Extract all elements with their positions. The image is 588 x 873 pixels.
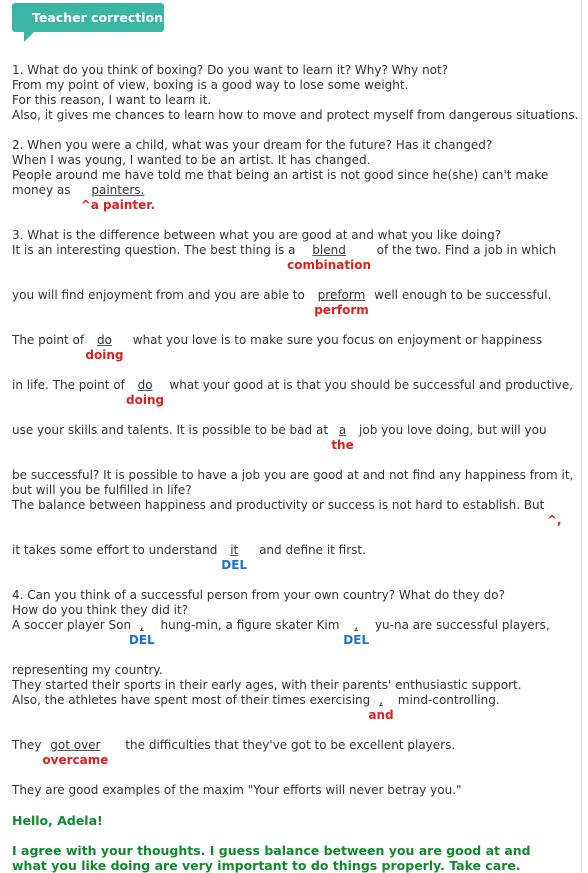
- question-2: 2. When you were a child, what was your dream for the future? Has it changed?: [12, 138, 493, 152]
- question-3: 3. What is the difference between what you are good at and what you like doing?: [12, 228, 502, 242]
- corrected-line: money as painters. ^a painter.: [12, 183, 156, 212]
- corrected-line: It is an interesting question. The best thing is a blend combination of the two. Find a job in which: [12, 243, 557, 272]
- correction: , DEL: [128, 618, 155, 647]
- correction-text: perform: [314, 303, 369, 317]
- correction: painters. ^a painter.: [80, 183, 156, 212]
- answer-line: For this reason, I want to learn it.: [12, 93, 212, 107]
- answer-line: People around me have told me that being an artist is not good since he(she) can't make: [12, 168, 549, 182]
- answer-line: They are good examples of the maxim "Your efforts will never betray you.": [12, 783, 462, 797]
- answer-line: representing my country.: [12, 663, 163, 677]
- corrected-line: The point of do doing what you love is to make sure you focus on enjoyment or happiness: [12, 333, 543, 362]
- correction: got over overcame: [42, 738, 109, 767]
- correction-text: and: [368, 708, 394, 722]
- answer-line: be successful? It is possible to have a job you are good at and not find any happiness from it, but will you be fulfilled in life?: [12, 468, 574, 497]
- correction-text: overcame: [42, 753, 109, 767]
- correction: , DEL: [343, 618, 370, 647]
- correction: preform perform: [314, 288, 369, 317]
- deletion-mark: DEL: [221, 558, 248, 572]
- correction-text: doing: [126, 393, 165, 407]
- deletion-mark: DEL: [128, 633, 155, 647]
- correction-body: [12, 63, 584, 873]
- correction: do doing: [85, 333, 124, 362]
- teacher-greeting: Hello, Adela!: [12, 813, 103, 828]
- corrected-line: use your skills and talents. It is possible to be bad at a the job you love doing, but will you: [12, 423, 547, 452]
- corrected-line: it takes some effort to understand it DEL and define it first.: [12, 543, 366, 572]
- answer-line: They started their sports in their early ages, with their parents' enthusiastic support.: [12, 678, 522, 692]
- teacher-comment: I agree with your thoughts. I guess balance between you are good at and what you like doing are very important to do things properly. Take care.: [12, 843, 531, 873]
- question-4: 4. Can you think of a successful person from your own country? What do they do?: [12, 588, 505, 602]
- correction: blend combination: [287, 243, 371, 272]
- corrected-line: The balance between happiness and productivity or success is not hard to establish. But ^,: [12, 498, 562, 527]
- correction: , and: [368, 693, 394, 722]
- correction-text: combination: [287, 258, 371, 272]
- correction-text: the: [331, 438, 354, 452]
- deletion-mark: DEL: [343, 633, 370, 647]
- corrected-line: in life. The point of do doing what your good at is that you should be successful and productive,: [12, 378, 574, 407]
- corrected-line: A soccer player Son , DEL hung-min, a figure skater Kim , DEL yu-na are successful players,: [12, 618, 550, 647]
- correction-text: ^a painter.: [80, 198, 156, 212]
- correction: do doing: [126, 378, 165, 407]
- teacher-correction-tag: Teacher correction: [12, 3, 164, 32]
- correction-text: doing: [85, 348, 124, 362]
- corrected-line: They got over overcame the difficulties that they've got to be excellent players.: [12, 738, 456, 767]
- answer-line: When I was young, I wanted to be an artist. It has changed.: [12, 153, 371, 167]
- correction: it DEL: [221, 543, 248, 572]
- correction: a the: [331, 423, 354, 452]
- answer-line: Also, it gives me chances to learn how to move and protect myself from dangerous situations.: [12, 108, 579, 122]
- answer-line: From my point of view, boxing is a good way to lose some weight.: [12, 78, 409, 92]
- answer-line: How do you think they did it?: [12, 603, 189, 617]
- corrected-line: you will find enjoyment from and you are able to preform perform well enough to be successful.: [12, 288, 552, 317]
- question-1: 1. What do you think of boxing? Do you want to learn it? Why? Why not?: [12, 63, 449, 77]
- corrected-line: Also, the athletes have spent most of their times exercising , and mind-controlling.: [12, 693, 500, 722]
- tag-pointer: [24, 31, 35, 42]
- correction-text: ^,: [547, 513, 562, 527]
